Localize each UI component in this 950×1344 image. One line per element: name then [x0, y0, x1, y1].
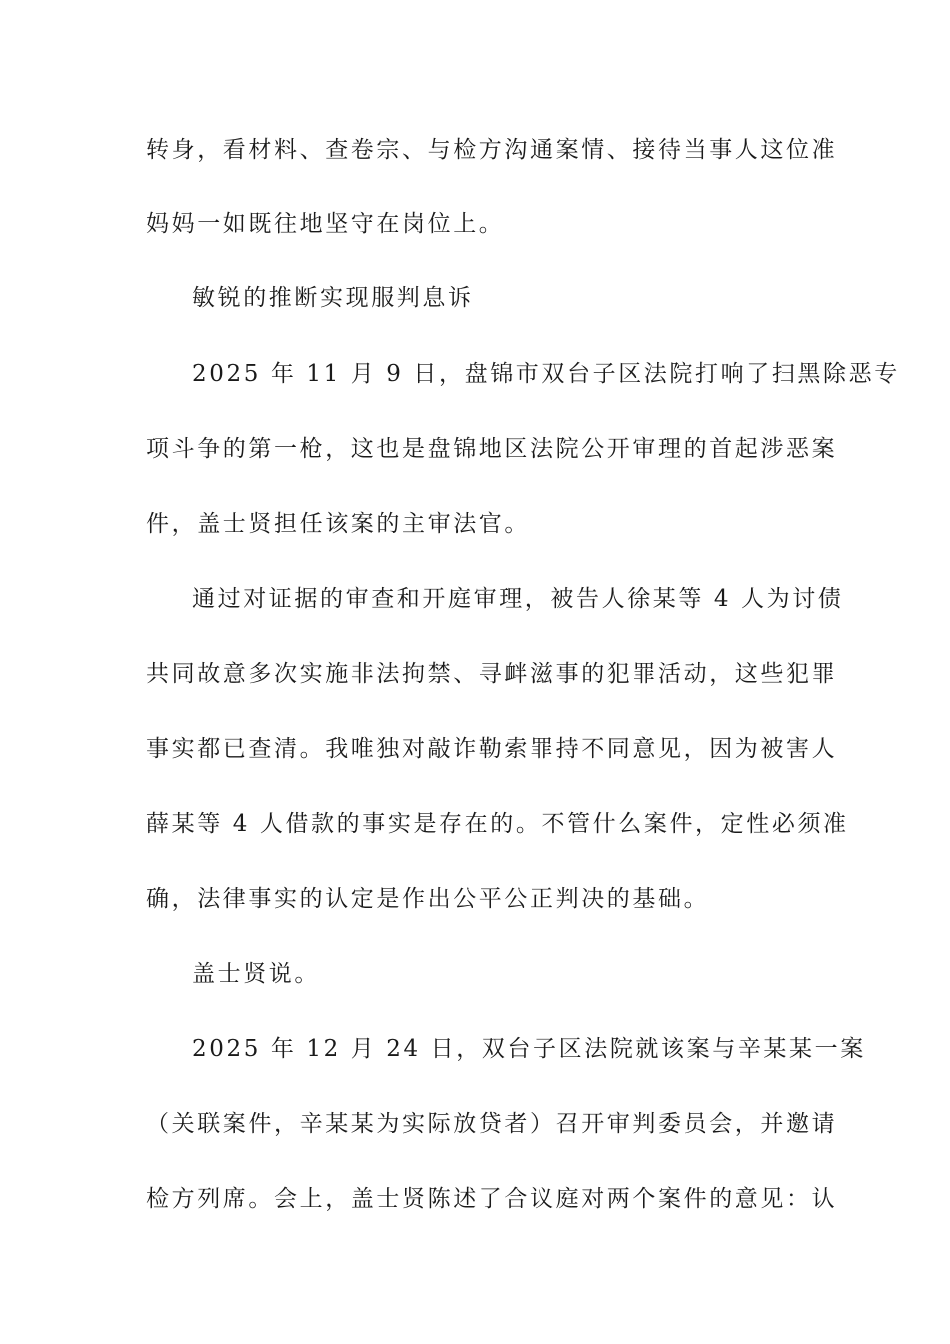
section-heading: 敏锐的推断实现服判息诉: [192, 285, 474, 311]
text-line: 2025 年 11 月 9 日，盘锦市双台子区法院打响了扫黑除恶专: [192, 361, 900, 387]
text-line: （关联案件，辛某某为实际放贷者）召开审判委员会，并邀请: [146, 1111, 838, 1137]
text-line: 项斗争的第一枪，这也是盘锦地区法院公开审理的首起涉恶案: [146, 436, 838, 462]
text-line: 妈妈一如既往地坚守在岗位上。: [146, 211, 505, 237]
text-line: 事实都已查清。我唯独对敲诈勒索罪持不同意见，因为被害人: [146, 736, 838, 762]
text-line: 共同故意多次实施非法拘禁、寻衅滋事的犯罪活动，这些犯罪: [146, 661, 838, 687]
text-line: 通过对证据的审查和开庭审理，被告人徐某等 4 人为讨债: [192, 586, 844, 612]
text-line: 2025 年 12 月 24 日，双台子区法院就该案与辛某某一案: [192, 1036, 866, 1062]
text-line: 件，盖士贤担任该案的主审法官。: [146, 511, 530, 537]
text-line: 盖士贤说。: [192, 961, 320, 987]
text-line: 确，法律事实的认定是作出公平公正判决的基础。: [146, 886, 710, 912]
text-line: 检方列席。会上，盖士贤陈述了合议庭对两个案件的意见：认: [146, 1186, 838, 1212]
text-line: 薛某等 4 人借款的事实是存在的。不管什么案件，定性必须准: [146, 811, 849, 837]
text-line: 转身，看材料、查卷宗、与检方沟通案情、接待当事人这位准: [146, 137, 838, 163]
